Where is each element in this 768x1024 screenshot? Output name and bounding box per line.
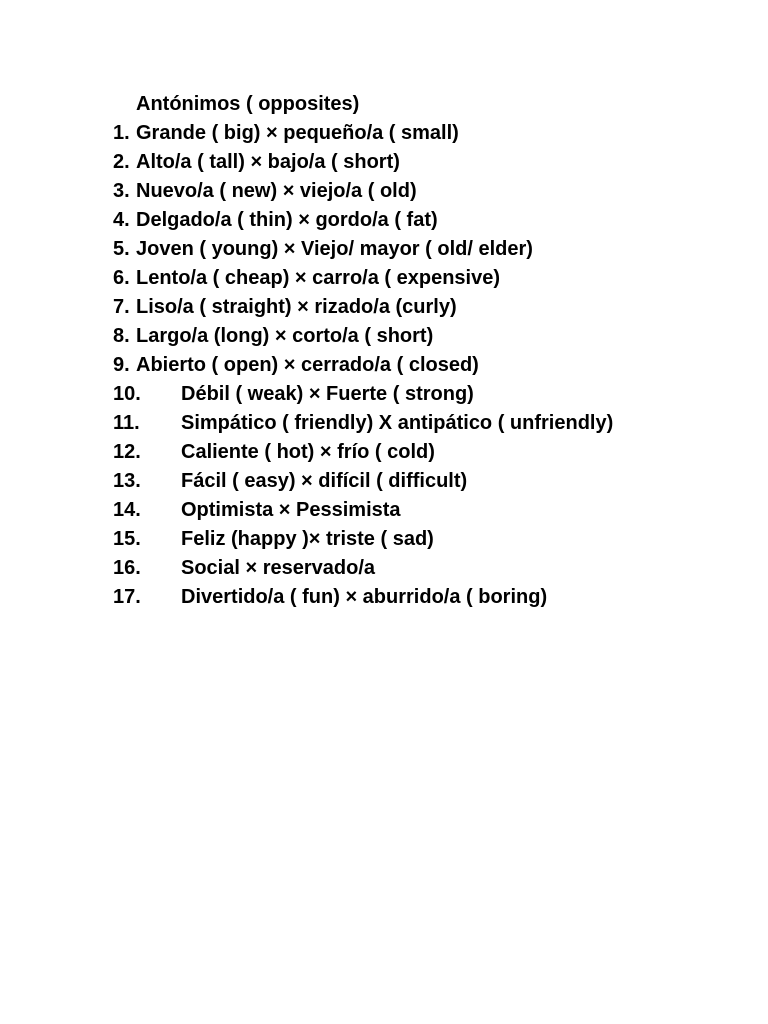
- list-item: [0, 496, 768, 525]
- item-number: 16.: [113, 557, 141, 579]
- item-number: 7.: [113, 296, 130, 318]
- item-number: 11.: [113, 412, 140, 434]
- item-text: Débil ( weak) × Fuerte ( strong): [181, 383, 474, 405]
- item-number: 9.: [113, 354, 130, 376]
- list-item: [0, 206, 768, 235]
- item-text: Caliente ( hot) × frío ( cold): [181, 441, 435, 463]
- item-number: 13.: [113, 470, 141, 492]
- item-number: 15.: [113, 528, 141, 550]
- list-item: [0, 438, 768, 467]
- item-text: Lento/a ( cheap) × carro/a ( expensive): [136, 267, 501, 289]
- list-item: [0, 467, 768, 496]
- list-item: [0, 119, 768, 148]
- item-text: Divertido/a ( fun) × aburrido/a ( boring): [181, 586, 548, 608]
- document-page: [0, 90, 768, 612]
- item-number: 17.: [113, 586, 141, 608]
- item-text: Alto/a ( tall) × bajo/a ( short): [136, 151, 400, 173]
- item-number: 4.: [113, 209, 130, 231]
- item-number: 2.: [113, 151, 130, 173]
- list-item: [0, 409, 768, 438]
- list-item: [0, 148, 768, 177]
- item-text: Grande ( big) × pequeño/a ( small): [136, 122, 459, 144]
- list-item: [0, 351, 768, 380]
- antonym-list: [0, 119, 768, 612]
- item-text: Liso/a ( straight) × rizado/a (curly): [136, 296, 457, 318]
- list-item: [0, 322, 768, 351]
- list-item: [0, 177, 768, 206]
- item-number: 1.: [113, 122, 130, 144]
- item-text: Largo/a (long) × corto/a ( short): [136, 325, 434, 347]
- item-text: Nuevo/a ( new) × viejo/a ( old): [136, 180, 417, 202]
- list-item: [0, 525, 768, 554]
- item-number: 6.: [113, 267, 130, 289]
- item-text: Optimista × Pessimista: [181, 499, 401, 521]
- list-item: [0, 583, 768, 612]
- item-number: 5.: [113, 238, 130, 260]
- item-text: Simpático ( friendly) X antipático ( unfriendly): [181, 412, 614, 434]
- item-text: Fácil ( easy) × difícil ( difficult): [181, 470, 468, 492]
- item-number: 10.: [113, 383, 141, 405]
- item-text: Joven ( young) × Viejo/ mayor ( old/ elder): [136, 238, 533, 260]
- item-number: 12.: [113, 441, 141, 463]
- item-text: Social × reservado/a: [181, 557, 376, 579]
- list-item: [0, 293, 768, 322]
- item-text: Abierto ( open) × cerrado/a ( closed): [136, 354, 479, 376]
- item-text: Delgado/a ( thin) × gordo/a ( fat): [136, 209, 438, 231]
- item-number: 3.: [113, 180, 130, 202]
- document-title: Antónimos ( opposites): [136, 93, 360, 115]
- list-item: [0, 554, 768, 583]
- list-item: [0, 380, 768, 409]
- item-number: 8.: [113, 325, 130, 347]
- item-text: Feliz (happy )× triste ( sad): [181, 528, 434, 550]
- list-item: [0, 264, 768, 293]
- list-item: [0, 235, 768, 264]
- item-number: 14.: [113, 499, 141, 521]
